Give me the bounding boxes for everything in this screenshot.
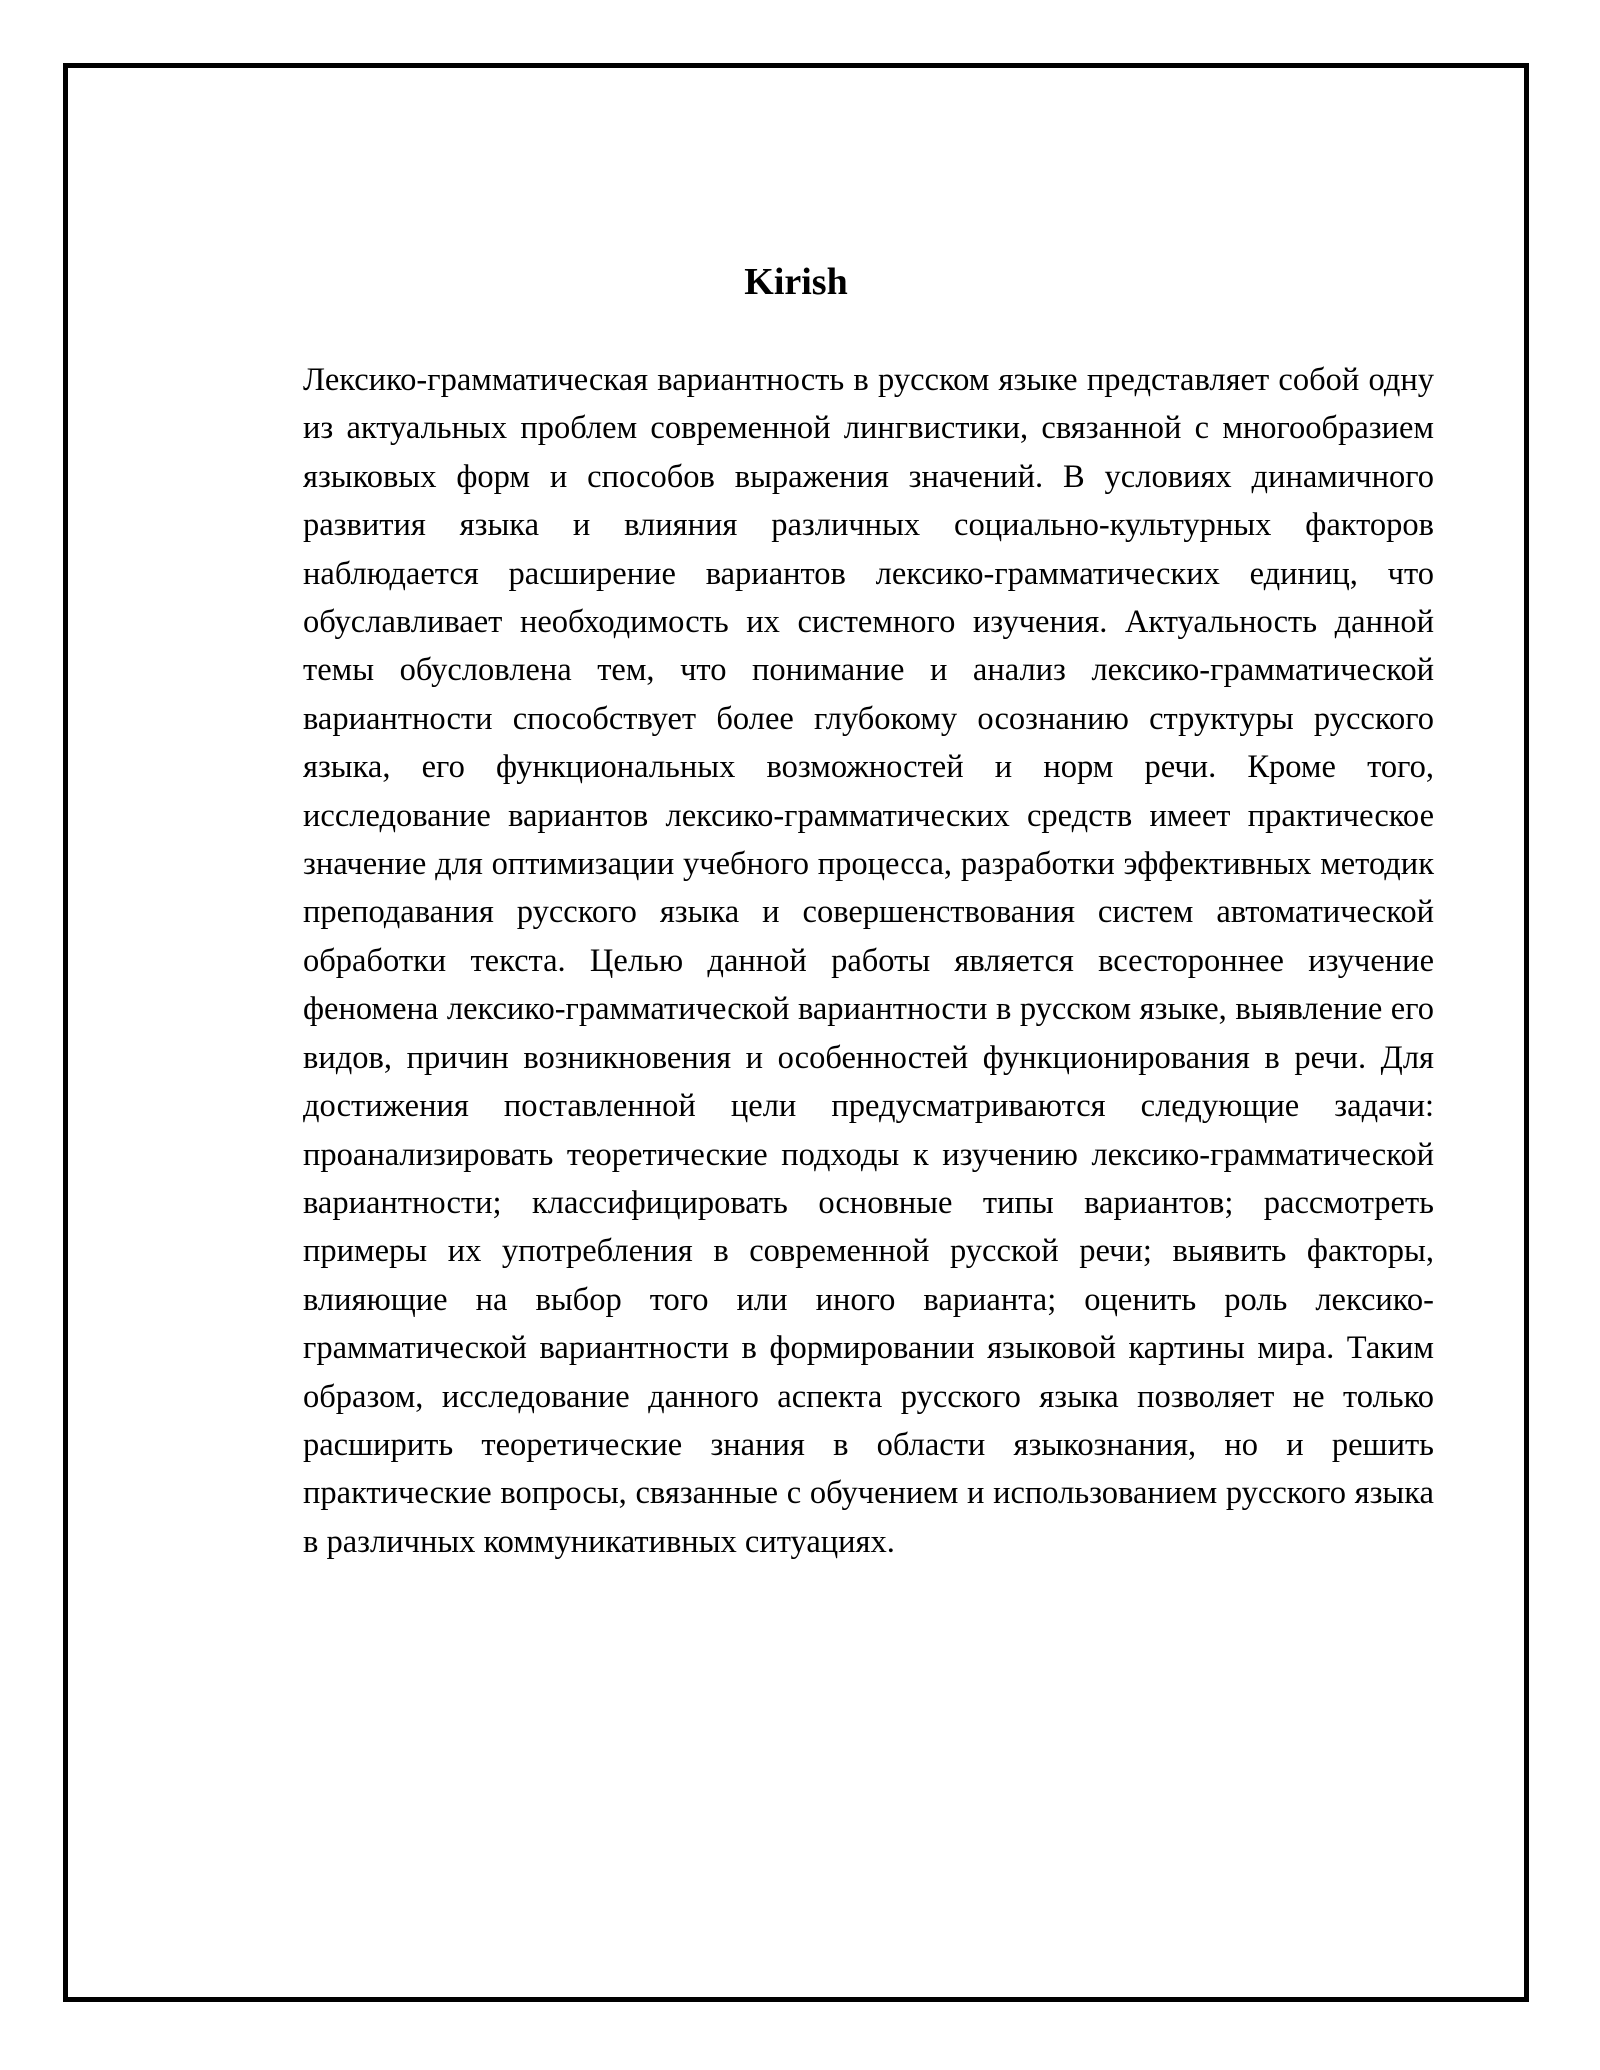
body-paragraph: Лексико-грамматическая вариантность в русском языке представляет собой одну из актуальных проблем современной лингвистики, связанной с многообразием языковых форм и способов выражения значений. В условиях динамичного развития языка и влияния различных социально-культурных факторов наблюдается расширение вариантов лексико-грамматических единиц, что обуславливает необходимость их системного изучения. Актуальность данной темы обусловлена тем, что понимание и анализ лексико-грамматической вариантности способствует более глубокому осознанию структуры русского языка, его функциональных возможностей и норм речи. Кроме того, исследование вариантов лексико-грамматических средств имеет практическое значение для оптимизации учебного процесса, разработки эффективных методик преподавания русского языка и совершенствования систем автоматической обработки текста. Целью данной работы является всестороннее изучение феномена лексико-грамматической вариантности в русском языке, выявление его видов, причин возникновения и особенностей функционирования в речи. Для достижения поставленной цели предусматриваются следующие задачи: проанализировать теоретические подходы к изучению лексико-грамматической вариантности; классифицировать основные типы вариантов; рассмотреть примеры их употребления в современной русской речи; выявить факторы, влияющие на выбор того или иного варианта; оценить роль лексико-грамматической вариантности в формировании языковой картины мира. Таким образом, исследование данного аспекта русского языка позволяет не только расширить теоретические знания в области языкознания, но и решить практические вопросы, связанные с обучением и использованием русского языка в различных коммуникативных ситуациях. xyxy=(303,362,1434,1560)
page-title: Kirish xyxy=(744,261,848,303)
page-border xyxy=(63,63,1529,2002)
